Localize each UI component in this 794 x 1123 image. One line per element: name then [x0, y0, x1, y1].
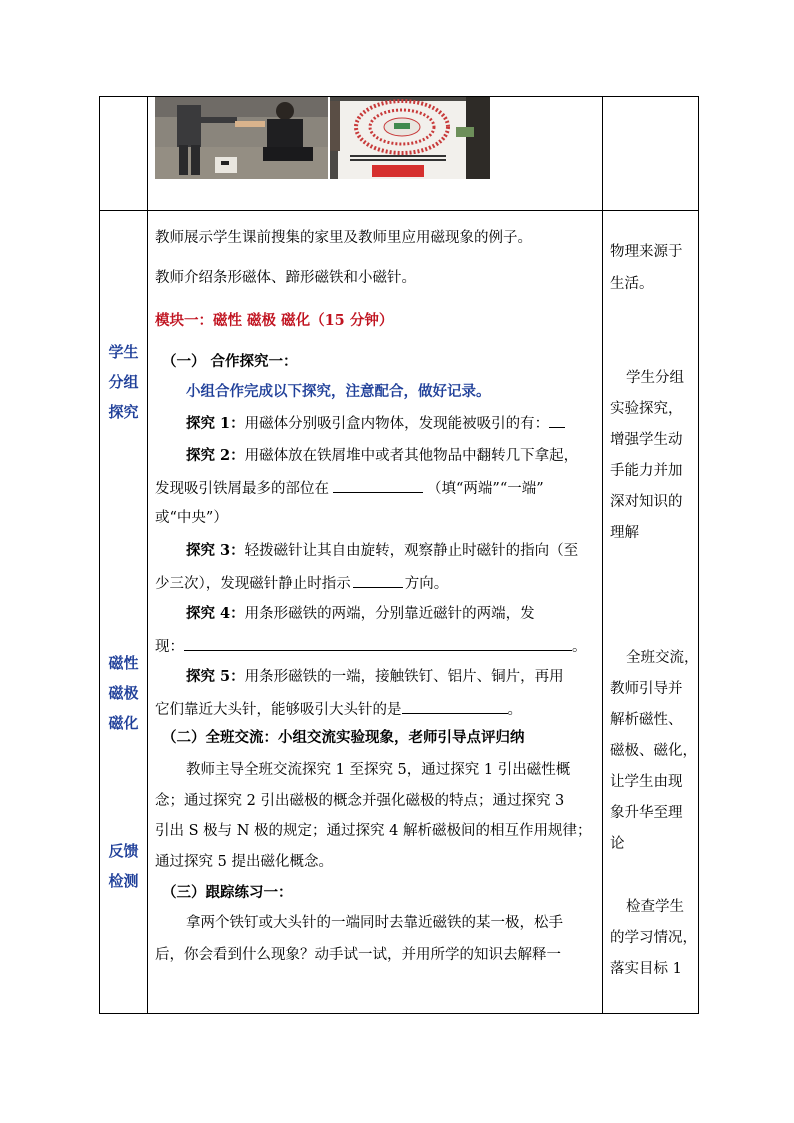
intro-line-1: 教师展示学生课前搜集的家里及教师里应用磁现象的例子。 — [155, 230, 532, 246]
note-line-15: 论 — [610, 836, 625, 852]
explore-3-blank[interactable] — [353, 573, 403, 588]
note-line-1: 物理来源于 — [610, 244, 683, 260]
note-line-2: 生活。 — [610, 276, 654, 292]
explore-5-end: 。 — [507, 702, 522, 718]
explore-5-text-a: 用条形磁铁的一端，接触铁钉、铝片、铜片，再用 — [244, 669, 564, 685]
note-line-14: 象升华至理 — [610, 805, 683, 821]
explore-2-blank[interactable] — [333, 478, 423, 493]
label-feedback — [100, 842, 147, 890]
note-line-3: 学生分组 — [626, 370, 684, 386]
explore-3-text-a: 轻拨磁针让其自由旋转，观察静止时磁针的指向（至 — [244, 543, 579, 559]
label-topic-line-2: 磁极 — [108, 684, 139, 702]
note-line-13: 让学生由现 — [610, 774, 683, 790]
explore-2-text-a: 用磁体放在铁屑堆中或者其他物品中翻转几下拿起， — [244, 448, 579, 464]
explore-2 — [186, 447, 578, 465]
note-line-16: 检查学生 — [626, 899, 684, 915]
label-topic-line-1: 磁性 — [108, 654, 139, 672]
explore-4-blank[interactable] — [184, 636, 572, 651]
explore-1 — [186, 413, 565, 433]
note-line-7: 深对知识的 — [610, 494, 683, 510]
explore-5-text-b: 它们靠近大头针，能够吸引大头针的是 — [155, 702, 402, 718]
activity-photo-1 — [155, 97, 328, 179]
explore-3-line-2 — [155, 573, 448, 593]
activity-photo-2 — [330, 97, 490, 179]
label-group-line-3: 探究 — [108, 403, 139, 421]
explore-2-label: 探究 2： — [186, 447, 245, 464]
label-topic — [100, 654, 147, 732]
label-group-line-2: 分组 — [108, 373, 139, 391]
explore-4 — [186, 605, 535, 623]
label-group — [100, 343, 147, 421]
note-line-18: 落实目标 1 — [610, 961, 682, 977]
explore-4-text-b: 现： — [155, 639, 184, 655]
row-divider — [99, 210, 699, 211]
intro-line-2: 教师介绍条形磁体、蹄形磁铁和小磁针。 — [155, 270, 416, 286]
section-2-line-1: 教师主导全班交流探究 1 至探究 5，通过探究 1 引出磁性概 — [186, 762, 571, 778]
column-divider-right — [602, 96, 603, 1014]
note-line-12: 磁极、磁化， — [610, 743, 697, 759]
activity-photo-1-drawing — [155, 97, 328, 179]
explore-1-text: 用磁体分别吸引盒内物体，发现能被吸引的有： — [244, 416, 550, 432]
note-line-5: 增强学生动 — [610, 432, 683, 448]
explore-4-label: 探究 4： — [186, 605, 245, 622]
explore-3-label: 探究 3： — [186, 542, 245, 559]
note-line-10: 教师引导并 — [610, 681, 683, 697]
activity-photo-2-drawing — [330, 97, 490, 179]
explore-5 — [186, 668, 564, 686]
label-topic-line-3: 磁化 — [108, 714, 139, 732]
explore-3-text-c: 方向。 — [404, 576, 449, 592]
note-line-17: 的学习情况， — [610, 930, 697, 946]
explore-3 — [186, 542, 578, 560]
section-1-title: （一） 合作探究一： — [162, 353, 298, 370]
label-feedback-line-2: 检测 — [108, 872, 139, 890]
section-3-line-2: 后，你会看到什么现象？动手试一试，并用所学的知识去解释一 — [155, 947, 561, 963]
section-2-line-4: 通过探究 5 提出磁化概念。 — [155, 854, 333, 870]
explore-5-blank[interactable] — [402, 699, 508, 714]
explore-2-line-3: 或“中央”） — [155, 510, 228, 526]
explore-5-label: 探究 5： — [186, 668, 245, 685]
explore-4-end: 。 — [572, 639, 587, 655]
column-divider-left — [147, 96, 148, 1014]
explore-2-text-c: （填“两端”“一端” — [427, 481, 544, 497]
note-line-11: 解析磁性、 — [610, 712, 683, 728]
explore-1-label: 探究 1： — [186, 415, 245, 432]
note-line-9: 全班交流， — [626, 650, 699, 666]
label-feedback-line-1: 反馈 — [108, 842, 139, 860]
explore-2-line-2 — [155, 478, 544, 498]
explore-1-blank[interactable] — [549, 413, 565, 428]
note-line-8: 理解 — [610, 525, 639, 541]
section-3-line-1: 拿两个铁钉或大头针的一端同时去靠近磁铁的某一极，松手 — [186, 915, 563, 931]
explore-2-text-b: 发现吸引铁屑最多的部位在 — [155, 481, 329, 497]
note-line-4: 实验探究， — [610, 401, 683, 417]
section-2-title: （二）全班交流：小组交流实验现象，老师引导点评归纳 — [162, 729, 525, 746]
module-title: 模块一：磁性 磁极 磁化（15 分钟） — [155, 312, 394, 329]
section-1-instruction: 小组合作完成以下探究，注意配合，做好记录。 — [186, 383, 491, 400]
section-3-title: （三）跟踪练习一： — [162, 884, 293, 901]
section-2-line-2: 念；通过探究 2 引出磁极的概念并强化磁极的特点；通过探究 3 — [155, 793, 565, 809]
explore-5-line-2 — [155, 699, 522, 719]
explore-3-text-b: 少三次），发现磁针静止时指示 — [155, 576, 351, 592]
section-2-line-3: 引出 S 极与 N 极的规定；通过探究 4 解析磁极间的相互作用规律； — [155, 823, 592, 839]
note-line-6: 手能力并加 — [610, 463, 683, 479]
label-group-line-1: 学生 — [108, 343, 139, 361]
explore-4-line-2 — [155, 636, 587, 656]
explore-4-text-a: 用条形磁铁的两端，分别靠近磁针的两端，发 — [244, 606, 535, 622]
